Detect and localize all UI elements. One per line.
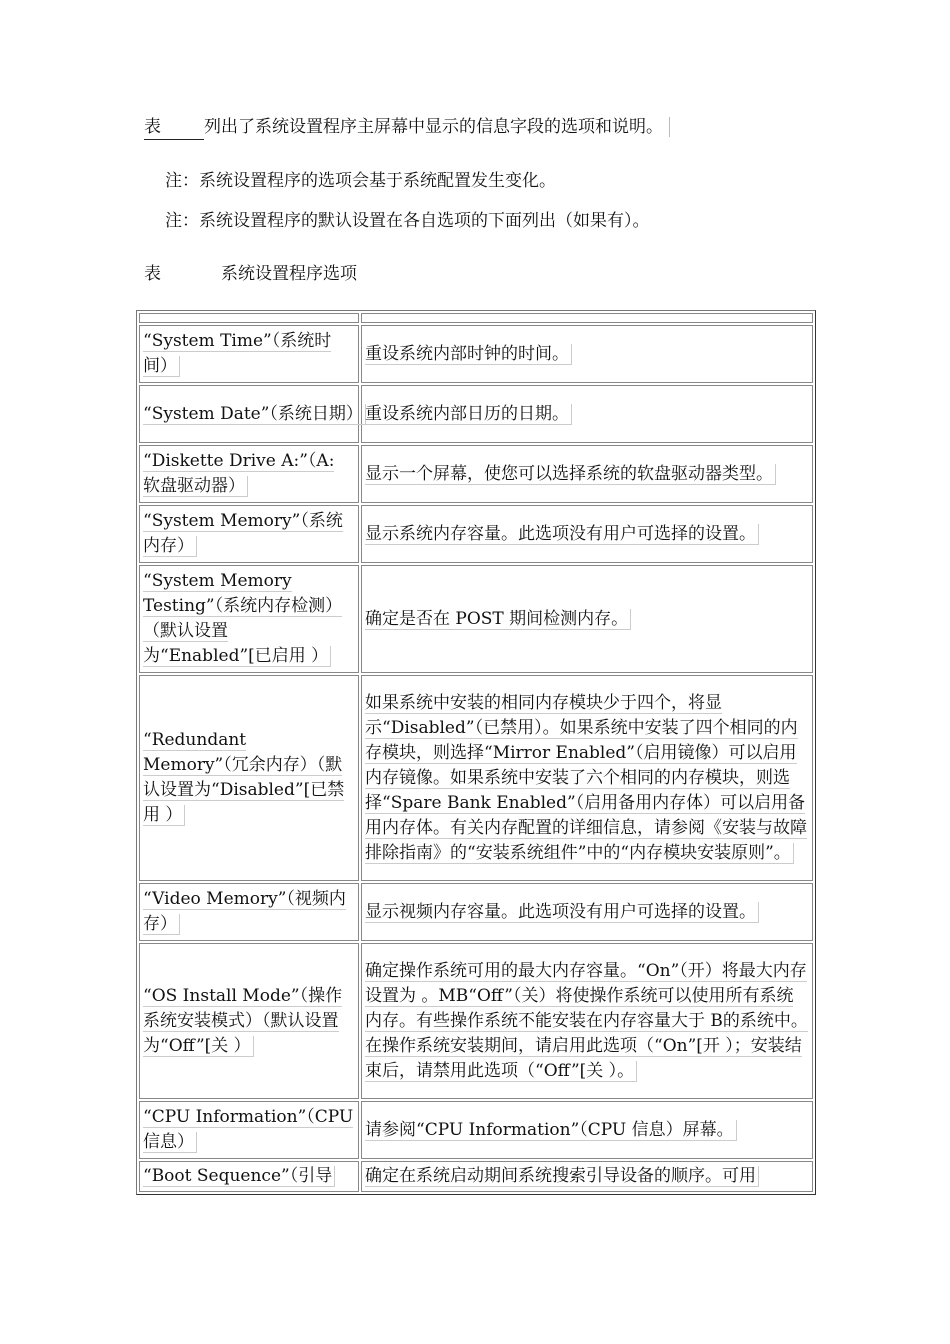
setup-options-table [136,310,816,1195]
option-name: “Diskette Drive A:”（A: 软盘驱动器） [143,451,335,496]
option-description: 请参阅“CPU Information”（CPU 信息）屏幕。 [365,1120,737,1141]
table-caption [144,262,357,286]
table-row [139,943,813,1099]
note-os-dependent: 注：系统设置程序的选项会基于系统配置发生变化。 [165,171,556,191]
description-cell [361,445,813,503]
option-name: “Redundant Memory”（冗余内存）（默认设置为“Disabled”[已禁用 ） [143,730,345,825]
option-cell [139,505,359,563]
option-description: 确定是否在 POST 期间检测内存。 [365,609,631,630]
table-row [139,1101,813,1159]
table-row [139,1161,813,1192]
note-default-settings: 注：系统设置程序的默认设置在各自选项的下面列出（如果有）。 [165,211,650,231]
option-name: “OS Install Mode”（操作系统安装模式）（默认设置为“Off”[关 ） [143,985,343,1056]
header-cell-description [361,313,813,323]
description-cell [361,1161,813,1192]
option-description: 重设系统内部日历的日期。 [365,404,572,425]
option-cell [139,943,359,1099]
option-name: “Video Memory”（视频内存） [143,889,346,934]
table-row [139,505,813,563]
option-cell [139,565,359,673]
option-name: “System Time”（系统时间） [143,331,332,376]
table-row [139,445,813,503]
description-cell [361,565,813,673]
option-description: 重设系统内部时钟的时间。 [365,344,572,365]
option-description: 显示系统内存容量。此选项没有用户可选择的设置。 [365,524,759,545]
option-cell [139,883,359,941]
option-description: 确定在系统启动期间系统搜索引导设备的顺序。可用 [365,1166,759,1187]
option-description: 如果系统中安装的相同内存模块少于四个，将显示“Disabled”（已禁用）。如果系统中安装了四个相同的内存模块，则选择“Mirror Enabled”（启用镜像）可以启用内存镜像。如果系统中安装了六个相同的内存模块，则选择“Spare Bank Enabled”（启用备用内存体）可以启用备用内存体。有关内存配置的详细信息，请参阅《安装与故障排除指南》的“安装系统组件”中的“内存模块安装原则”。 [365,692,807,863]
option-name: “System Date”（系统日期） [143,404,366,425]
option-name: “System Memory”（系统内存） [143,511,343,556]
intro-line [144,115,670,140]
caption-title: 系统设置程序选项 [221,264,357,284]
description-cell [361,325,813,383]
intro-text: 列出了系统设置程序主屏幕中显示的信息字段的选项和说明。 [204,117,670,137]
description-cell [361,1101,813,1159]
option-cell [139,675,359,881]
option-name: “Boot Sequence”（引导 [143,1166,335,1187]
description-cell [361,675,813,881]
option-name: “System Memory Testing”（系统内存检测）（默认设置为“Enabled”[已启用 ） [143,571,343,666]
option-name: “CPU Information”（CPU 信息） [143,1107,354,1152]
table-reference: 表 [144,115,204,140]
table-row [139,675,813,881]
header-cell-option [139,313,359,323]
option-cell [139,1101,359,1159]
caption-label: 表 [144,264,161,284]
option-description: 显示一个屏幕，使您可以选择系统的软盘驱动器类型。 [365,464,776,485]
description-cell [361,883,813,941]
table-row [139,325,813,383]
table-row [139,565,813,673]
option-description: 确定操作系统可用的最大内存容量。“On”（开）将最大内存设置为 。MB“Off”（关）将使操作系统可以使用所有系统内存。有些操作系统不能安装在内存容量大于 B的系统中。在操作系统安装期间，请启用此选项（“On”[开 ）；安装结束后，请禁用此选项（“Off”[关 ）。 [365,960,808,1081]
table-row [139,385,813,443]
table-header-row [139,313,813,323]
option-cell [139,445,359,503]
option-cell [139,1161,359,1192]
description-cell [361,505,813,563]
table-row [139,883,813,941]
description-cell [361,385,813,443]
option-cell [139,325,359,383]
option-description: 显示视频内存容量。此选项没有用户可选择的设置。 [365,902,759,923]
description-cell [361,943,813,1099]
option-cell [139,385,363,443]
